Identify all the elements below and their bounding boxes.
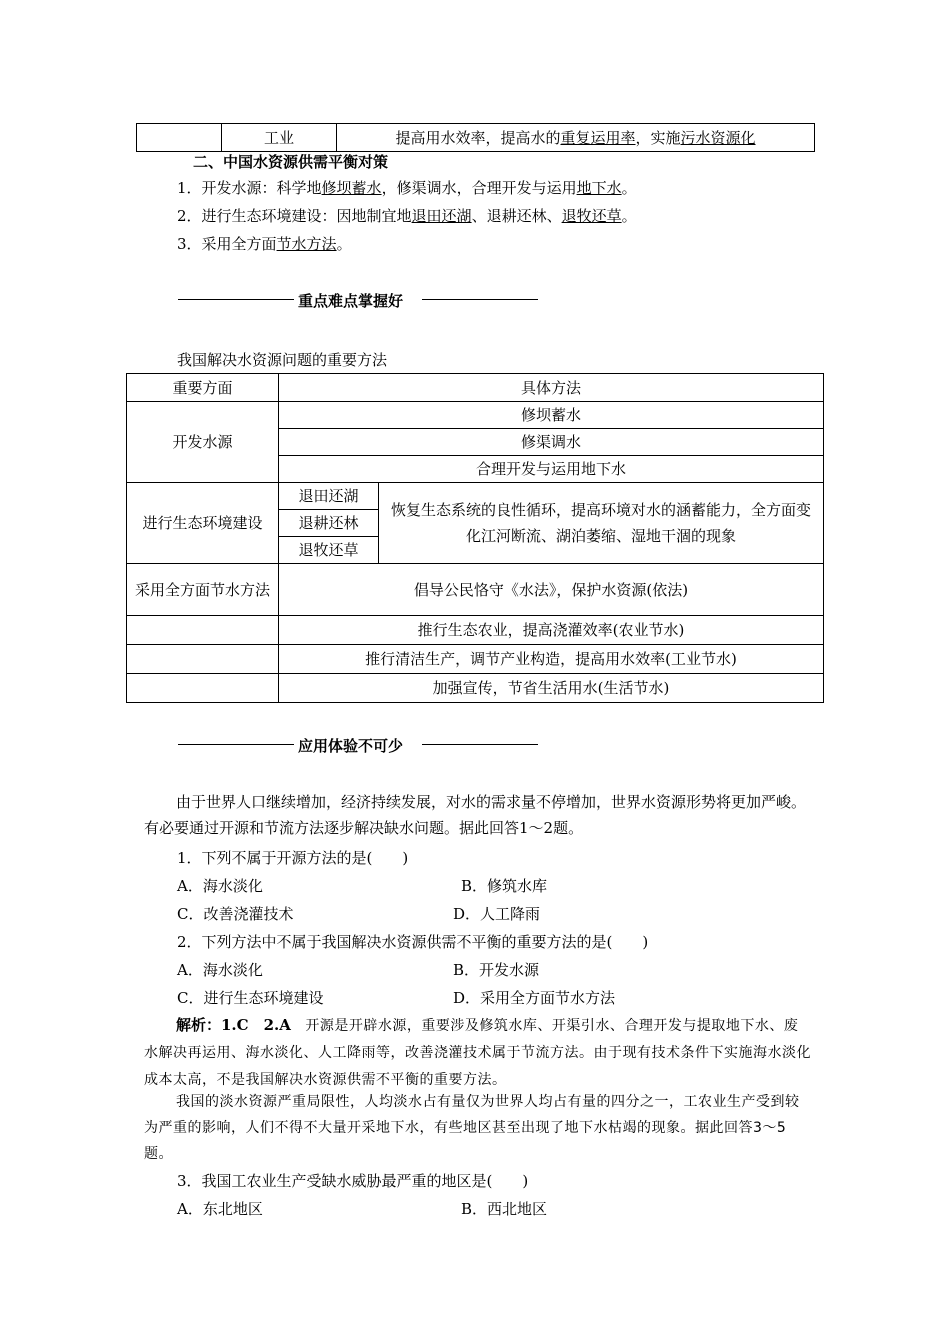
divider-right (422, 299, 538, 300)
develop-item: 合理开发与运用地下水 (279, 456, 824, 483)
q1-option-c: C．改善浇灌技术 (177, 905, 294, 923)
top-table (136, 123, 815, 152)
section2-item3: 3．采用全方面节水方法。 (177, 235, 352, 253)
aspect-develop: 开发水源 (127, 402, 279, 483)
head-aspect: 重要方面 (127, 374, 279, 402)
divider-right (422, 744, 538, 745)
q2-option-b: B．开发水源 (453, 961, 540, 979)
top-table-cell-method: 提高用水效率，提高水的重复运用率，实施污水资源化 (337, 124, 815, 152)
question-2: 2．下列方法中不属于我国解决水资源供需不平衡的重要方法的是( ) (177, 933, 649, 951)
eco-desc: 恢复生态系统的良性循环，提高环境对水的涵蓄能力，全方面变化江河断流、湖泊萎缩、湿地干涸的现象 (379, 483, 824, 564)
eco-item: 退耕还林 (279, 510, 379, 537)
aspect-empty (127, 674, 279, 703)
q3-option-b: B．西北地区 (461, 1200, 548, 1218)
table-title: 我国解决水资源问题的重要方法 (177, 351, 388, 369)
top-table-cell-industry: 工业 (222, 124, 337, 152)
aspect-eco: 进行生态环境建设 (127, 483, 279, 564)
top-table-cell-empty (137, 124, 222, 152)
save-item: 推行清洁生产，调节产业构造，提高用水效率(工业节水) (279, 645, 824, 674)
practice-header: 应用体验不可少 (298, 737, 404, 755)
aspect-save: 采用全方面节水方法 (127, 564, 279, 616)
answer-text: 开源是开辟水源，重要涉及修筑水库、开渠引水、合理开发与提取地下水、废水解决再运用、海水淡化、人工降雨等，改善浇灌技术属于节流方法。由于现有技术条件下实施海水淡化成本太高，不是我国解决水资源供需不平衡的重要方法。 (144, 1018, 811, 1088)
eco-item: 退牧还草 (279, 537, 379, 564)
eco-item: 退田还湖 (279, 483, 379, 510)
save-item: 倡导公民恪守《水法》，保护水资源(依法) (279, 564, 824, 616)
q2-option-d: D．采用全方面节水方法 (453, 989, 616, 1007)
question-3: 3．我国工农业生产受缺水威胁最严重的地区是( ) (177, 1172, 529, 1190)
q1-option-b: B．修筑水库 (461, 877, 548, 895)
q2-option-a: A．海水淡化 (177, 961, 263, 979)
practice-intro: 由于世界人口继续增加，经济持续发展，对水的需求量不停增加，世界水资源形势将更加严峻。有必要通过开源和节流方法逐步解决缺水问题。据此回答1～2题。 (144, 793, 807, 837)
question-1: 1．下列不属于开源方法的是( ) (177, 849, 409, 867)
q2-option-c: C．进行生态环境建设 (177, 989, 324, 1007)
save-item: 加强宣传，节省生活用水(生活节水) (279, 674, 824, 703)
divider-left (178, 744, 294, 745)
divider-left (178, 299, 294, 300)
develop-item: 修渠调水 (279, 429, 824, 456)
q1-option-d: D．人工降雨 (453, 905, 541, 923)
answer-label: 解析：1.C 2.A (176, 1016, 291, 1034)
aspect-empty (127, 645, 279, 674)
develop-item: 修坝蓄水 (279, 402, 824, 429)
section2-item2: 2．进行生态环境建设：因地制宜地退田还湖、退耕还林、退牧还草。 (177, 207, 637, 225)
methods-table (126, 373, 824, 703)
practice-intro-2: 我国的淡水资源严重局限性，人均淡水占有量仅为世界人均占有量的四分之一，工农业生产受到较为严重的影响，人们不得不大量开采地下水，有些地区甚至出现了地下水枯竭的现象。据此回答3～5题。 (144, 1094, 800, 1162)
key-points-header: 重点难点掌握好 (298, 292, 404, 310)
section2-item1: 1．开发水源：科学地修坝蓄水，修渠调水，合理开发与运用地下水。 (177, 179, 637, 197)
q3-option-a: A．东北地区 (177, 1200, 263, 1218)
section2-title: 二、中国水资源供需平衡对策 (193, 153, 389, 171)
aspect-empty (127, 616, 279, 645)
answer-explanation (144, 1012, 812, 1093)
head-method: 具体方法 (279, 374, 824, 402)
save-item: 推行生态农业，提高浇灌效率(农业节水) (279, 616, 824, 645)
q1-option-a: A．海水淡化 (177, 877, 263, 895)
